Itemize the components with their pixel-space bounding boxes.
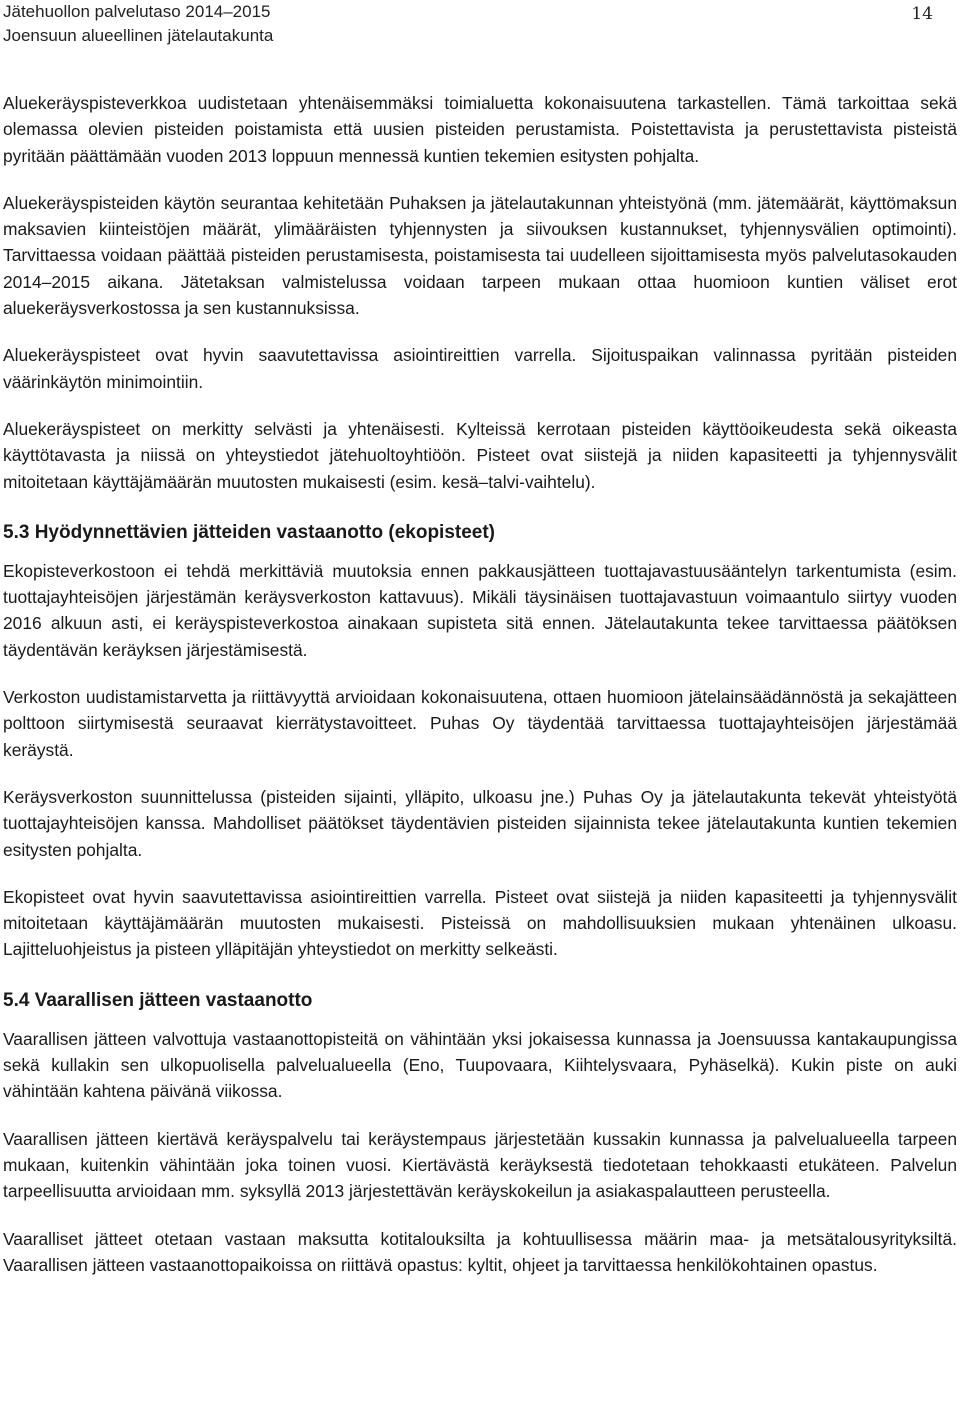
section-heading-5-3: 5.3 Hyödynnettävien jätteiden vastaanotto (ekopisteet): [3, 521, 496, 543]
paragraph: Vaarallisen jätteen kiertävä keräyspalvelu tai keräystempaus järjestetään kussakin kunnassa ja palvelualueella tarpeen mukaan, kuitenkin vähintään joka toinen vuosi. Kiertävästä keräyksestä tiedotetaan tehokkaasti etukäteen. Palvelun tarpeellisuutta arvioidaan mm. syksyllä 2013 järjestettävän keräyskokeilun ja asiakaspalautteen perusteella.: [3, 1128, 957, 1202]
page-content: [3, 90, 957, 1299]
paragraph: Aluekeräyspisteverkkoa uudistetaan yhtenäisemmäksi toimialuetta kokonaisuutena tarkastellen. Tämä tarkoittaa sekä olemassa olevien pisteiden poistamista että uusien pisteiden perustamista. Poistettavista ja perustettavista pisteistä pyritään päättämään vuoden 2013 loppuun mennessä kuntien tekemien esitysten pohjalta.: [3, 93, 957, 166]
paragraph: Ekopisteverkostoon ei tehdä merkittäviä muutoksia ennen pakkausjätteen tuottajavastuusääntelyn tarkentumista (esim. tuottajayhteisöjen järjestämän keräysverkoston kattavuus). Mikäli täysinäisen tuottajavastuun voimaantulo siirtyy vuoden 2016 alkuun asti, ei keräyspisteverkostoa ainakaan supisteta sitä ennen. Jätelautakunta tekee tarvittaessa päätöksen täydentävän keräyksen järjestämisestä.: [3, 560, 957, 660]
paragraph: Aluekeräyspisteiden käytön seurantaa kehitetään Puhaksen ja jätelautakunnan yhteistyönä (mm. jätemäärät, käyttömaksun maksavien kiinteistöjen määrät, ylimääräisten tyhjennysten ja siivouksen kustannukset, tyhjennysvälien optimointi). Tarvittaessa voidaan päättää pisteiden perustamisesta, poistamisesta tai uudelleen sijoittamisesta myös palvelutasokauden 2014–2015 aikana. Jätetaksan valmistelussa voidaan tarpeen mukaan ottaa huomioon kuntien väliset erot aluekeräysverkostossa ja sen kustannuksissa.: [3, 192, 957, 319]
paragraph: Keräysverkoston suunnittelussa (pisteiden sijainti, ylläpito, ulkoasu jne.) Puhas Oy ja jätelautakunta tekevät yhteistyötä tuottajayhteisöjen kanssa. Mahdolliset päätökset täydentävien pisteiden sijainnista tekee jätelautakunta kuntien tekemien esitysten pohjalta.: [3, 786, 957, 860]
header-title: Jätehuollon palvelutaso 2014–2015: [3, 2, 271, 21]
paragraph: Verkoston uudistamistarvetta ja riittävyyttä arvioidaan kokonaisuutena, ottaen huomioon jätelainsäädännöstä ja sekajätteen polttoon siirtymisestä seuraavat kierrätystavoitteet. Puhas Oy täydentää tarvittaessa tuottajayhteisöjen järjestämää keräystä.: [3, 687, 957, 760]
paragraph: Ekopisteet ovat hyvin saavutettavissa asiointireittien varrella. Pisteet ovat siistejä ja niiden kapasiteetti ja tyhjennysvälit mitoitetaan käyttäjämäärän muutosten mukaisesti. Pisteissä on mahdollisuuksien mukaan yhtenäinen ulkoasu. Lajitteluohjeistus ja pisteen ylläpitäjän yhteystiedot on merkitty selkeästi.: [3, 886, 957, 960]
paragraph: Vaarallisen jätteen valvottuja vastaanottopisteitä on vähintään yksi jokaisessa kunnassa ja Joensuussa kantakaupungissa sekä kullakin sen ulkopuolisella palvelualueella (Eno, Tuupovaara, Kiihtelysvaara, Pyhäselkä). Kukin piste on auki vähintään kahtena päivänä viikossa.: [3, 1028, 957, 1102]
page-header: [3, 0, 957, 48]
header-organization: Joensuun alueellinen jätelautakunta: [3, 26, 274, 45]
paragraph: Aluekeräyspisteet on merkitty selvästi ja yhtenäisesti. Kylteissä kerrotaan pisteiden käyttöoikeudesta sekä oikeasta käyttötavasta ja niissä on yhteystiedot jätehuoltoyhtiöön. Pisteet ovat siistejä ja niiden kapasiteetti ja tyhjennysvälit mitoitetaan käyttäjämäärän muutosten mukaisesti (esim. kesä–talvi-vaihtelu).: [3, 418, 957, 492]
paragraph: Vaaralliset jätteet otetaan vastaan maksutta kotitalouksilta ja kohtuullisessa määrin maa- ja metsätalousyrityksiltä. Vaarallisen jätteen vastaanottopaikoissa on riittävä opastus: kyltit, ohjeet ja tarvittaessa henkilökohtainen opastus.: [3, 1228, 957, 1275]
page-number: 14: [911, 4, 933, 24]
section-heading-5-4: 5.4 Vaarallisen jätteen vastaanotto: [3, 989, 313, 1011]
paragraph: Aluekeräyspisteet ovat hyvin saavutettavissa asiointireittien varrella. Sijoituspaikan valinnassa pyritään pisteiden väärinkäytön minimointiin.: [3, 345, 957, 392]
